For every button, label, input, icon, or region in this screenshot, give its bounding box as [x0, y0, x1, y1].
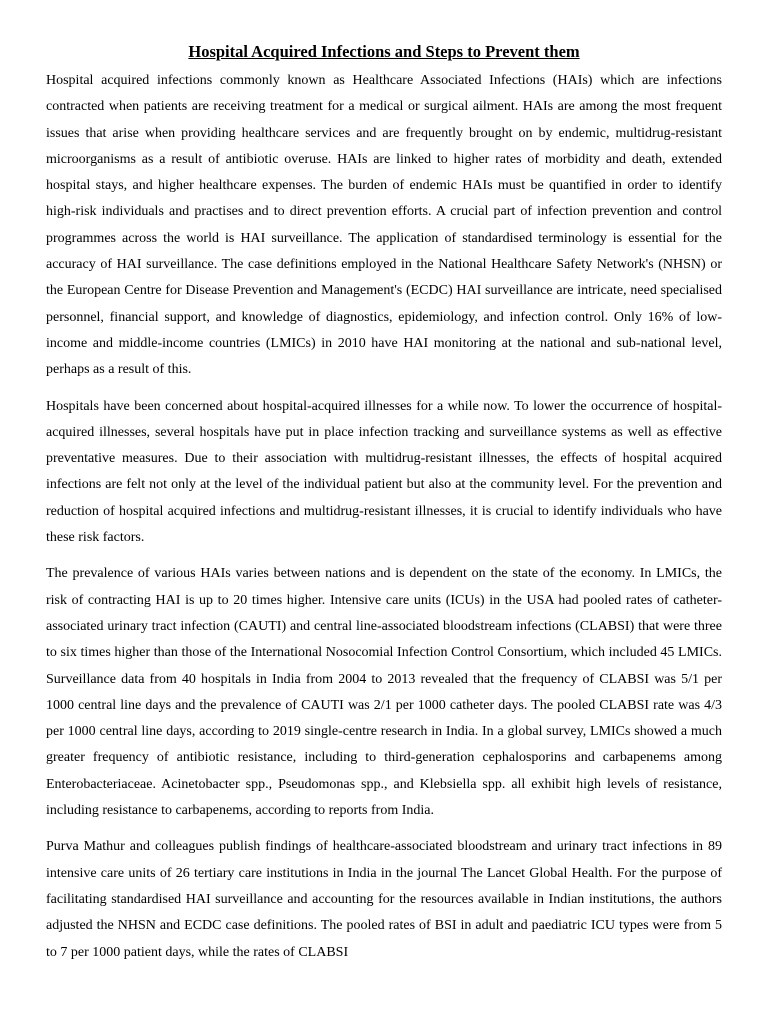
document-title: Hospital Acquired Infections and Steps to Prevent them — [188, 42, 580, 61]
paragraph-intro: Hospital acquired infections commonly known as Healthcare Associated Infections (HAIs) which are infections contracted when patients are receiving treatment for a medical or surgical ailment. HAIs are among the most frequent issues that arise when providing healthcare services and are frequently brought on by endemic, multidrug-resistant microorganisms as a result of antibiotic overuse. HAIs are linked to higher rates of morbidity and death, extended hospital stays, and higher healthcare expenses. The burden of endemic HAIs must be quantified in order to identify high-risk individuals and practises and to direct prevention efforts. A crucial part of infection prevention and control programmes across the world is HAI surveillance. The application of standardised terminology is essential for the accuracy of HAI surveillance. The case definitions employed in the National Healthcare Safety Network's (NHSN) or the European Centre for Disease Prevention and Management's (ECDC) HAI surveillance are intricate, need specialised personnel, financial support, and knowledge of diagnostics, epidemiology, and infection control. Only 16% of low-income and middle-income countries (LMICs) in 2010 have HAI monitoring at the national and sub-national level, perhaps as a result of this. — [46, 73, 722, 378]
document-body — [46, 68, 722, 976]
paragraph-hospital-concerns: Hospitals have been concerned about hospital-acquired illnesses for a while now. To lower the occurrence of hospital-acquired illnesses, several hospitals have put in place infection tracking and surveillance systems as well as effective preventative measures. Due to their association with multidrug-resistant illnesses, the effects of hospital acquired infections are felt not only at the level of the individual patient but also at the community level. For the prevention and reduction of hospital acquired infections and multidrug-resistant illnesses, it is crucial to identify individuals who have these risk factors. — [46, 398, 722, 546]
paragraph-prevalence: The prevalence of various HAIs varies between nations and is dependent on the state of the economy. In LMICs, the risk of contracting HAI is up to 20 times higher. Intensive care units (ICUs) in the USA had pooled rates of catheter-associated urinary tract infection (CAUTI) and central line-associated bloodstream infections (CLABSI) that were three to six times higher than those of the International Nosocomial Infection Control Consortium, which included 45 LMICs. Surveillance data from 40 hospitals in India from 2004 to 2013 revealed that the frequency of CLABSI was 5/1 per 1000 central line days and the prevalence of CAUTI was 2/1 per 1000 catheter days. The pooled CLABSI rate was 4/3 per 1000 central line days, according to 2019 single-centre research in India. In a global survey, LMICs showed a much greater frequency of antibiotic resistance, including to third-generation cephalosporins and carbapenems among Enterobacteriaceae. Acinetobacter spp., Pseudomonas spp., and Klebsiella spp. all exhibit high levels of resistance, including resistance to carbapenems, according to reports from India. — [46, 566, 722, 819]
paragraph-mathur-study: Purva Mathur and colleagues publish findings of healthcare-associated bloodstream and urinary tract infections in 89 intensive care units of 26 tertiary care institutions in India in the journal The Lancet Global Health. For the purpose of facilitating standardised HAI surveillance and accounting for the resources available in Indian institutions, the authors adjusted the NHSN and ECDC case definitions. The pooled rates of BSI in adult and paediatric ICU types were from 5 to 7 per 1000 patient days, while the rates of CLABSI — [46, 839, 722, 960]
